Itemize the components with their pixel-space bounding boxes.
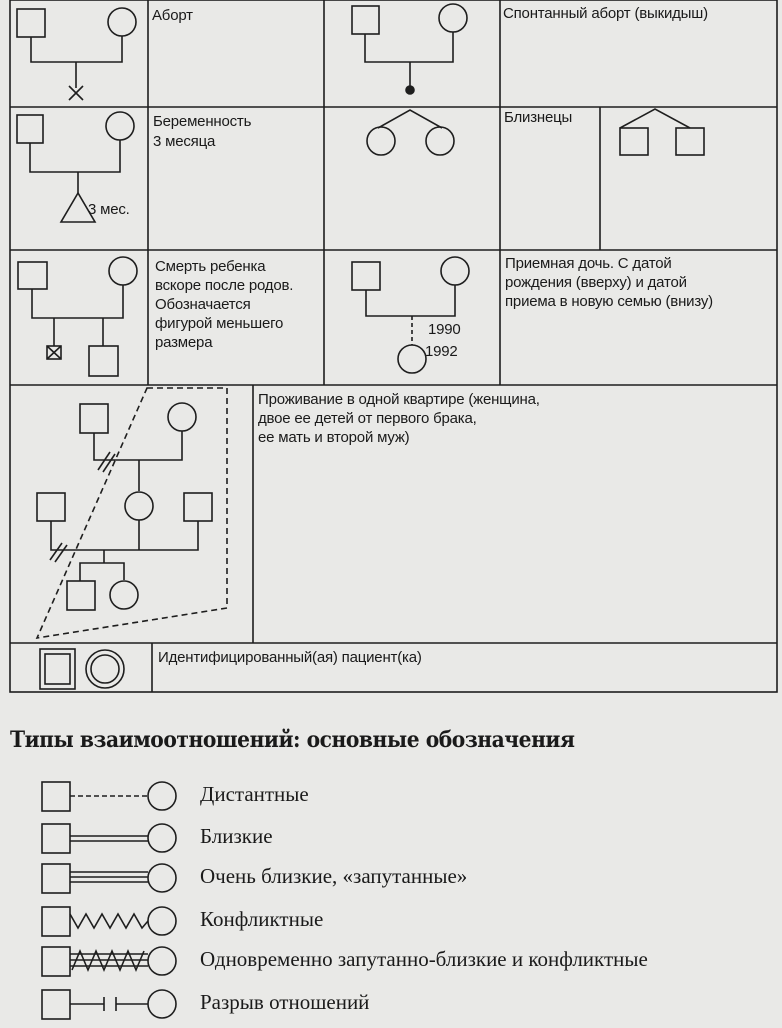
child-death-label-line: Смерть ребенка xyxy=(155,258,266,275)
twins-male-symbol xyxy=(620,109,704,155)
cutoff-line-icon xyxy=(42,990,176,1019)
twins-female-symbol xyxy=(367,110,454,155)
pregnancy-label-line: Беременность xyxy=(153,113,252,130)
enmeshed-line-icon xyxy=(42,864,176,893)
enmeshed-conflict-line-icon xyxy=(42,947,176,976)
legend-label-distant: Дистантные xyxy=(200,782,309,806)
pregnancy-label xyxy=(153,112,251,152)
relationships-heading: Типы взаимоотношений: основные обозначения xyxy=(10,727,575,753)
spontaneous-abort-label: Спонтанный аборт (выкидыш) xyxy=(503,5,708,22)
cohabitation-label-line: Проживание в одной квартире (женщина, xyxy=(258,391,540,408)
pregnancy-mark: 3 мес. xyxy=(88,201,130,218)
cohabitation-label xyxy=(258,390,540,447)
cohabitation-label-line: ее мать и второй муж) xyxy=(258,429,410,446)
spontaneous-abort-symbol xyxy=(352,4,467,94)
legend-label-close: Близкие xyxy=(200,824,273,848)
legend-label-enmeshed: Очень близкие, «запутанные» xyxy=(200,864,468,888)
legend-label-cutoff: Разрыв отношений xyxy=(200,990,370,1014)
adopted-birth-year: 1990 xyxy=(428,321,461,338)
conflict-line-icon xyxy=(42,907,176,936)
adopted-label xyxy=(505,254,713,311)
child-death-label xyxy=(155,257,293,352)
twins-label: Близнецы xyxy=(504,109,573,126)
pregnancy-label-line: 3 месяца xyxy=(153,133,216,150)
cohabitation-label-line: двое ее детей от первого брака, xyxy=(258,410,477,427)
adopted-label-line: рождения (вверху) и датой xyxy=(505,274,687,291)
adopted-label-line: Приемная дочь. С датой xyxy=(505,255,672,272)
identified-patient-symbol xyxy=(40,649,124,689)
abort-symbol xyxy=(17,8,136,100)
table-grid xyxy=(10,0,777,692)
distant-line-icon xyxy=(42,782,176,811)
legend-label-conflict: Конфликтные xyxy=(200,907,324,931)
close-line-icon xyxy=(42,824,176,853)
child-death-label-line: Обозначается xyxy=(155,296,251,313)
adopted-label-line: приема в новую семью (внизу) xyxy=(505,293,713,310)
legend-label-enmeshed-conflict: Одновременно запутанно-близкие и конфликтные xyxy=(200,947,648,971)
abort-label: Аборт xyxy=(152,7,193,24)
adopted-adoption-year: 1992 xyxy=(425,343,458,360)
child-death-label-line: вскоре после родов. xyxy=(155,277,294,294)
cohabitation-symbol xyxy=(37,388,227,638)
identified-patient-label: Идентифицированный(ая) пациент(ка) xyxy=(158,649,422,666)
child-death-label-line: фигурой меньшего xyxy=(155,315,284,332)
child-death-symbol xyxy=(18,257,137,376)
child-death-label-line: размера xyxy=(155,334,213,351)
